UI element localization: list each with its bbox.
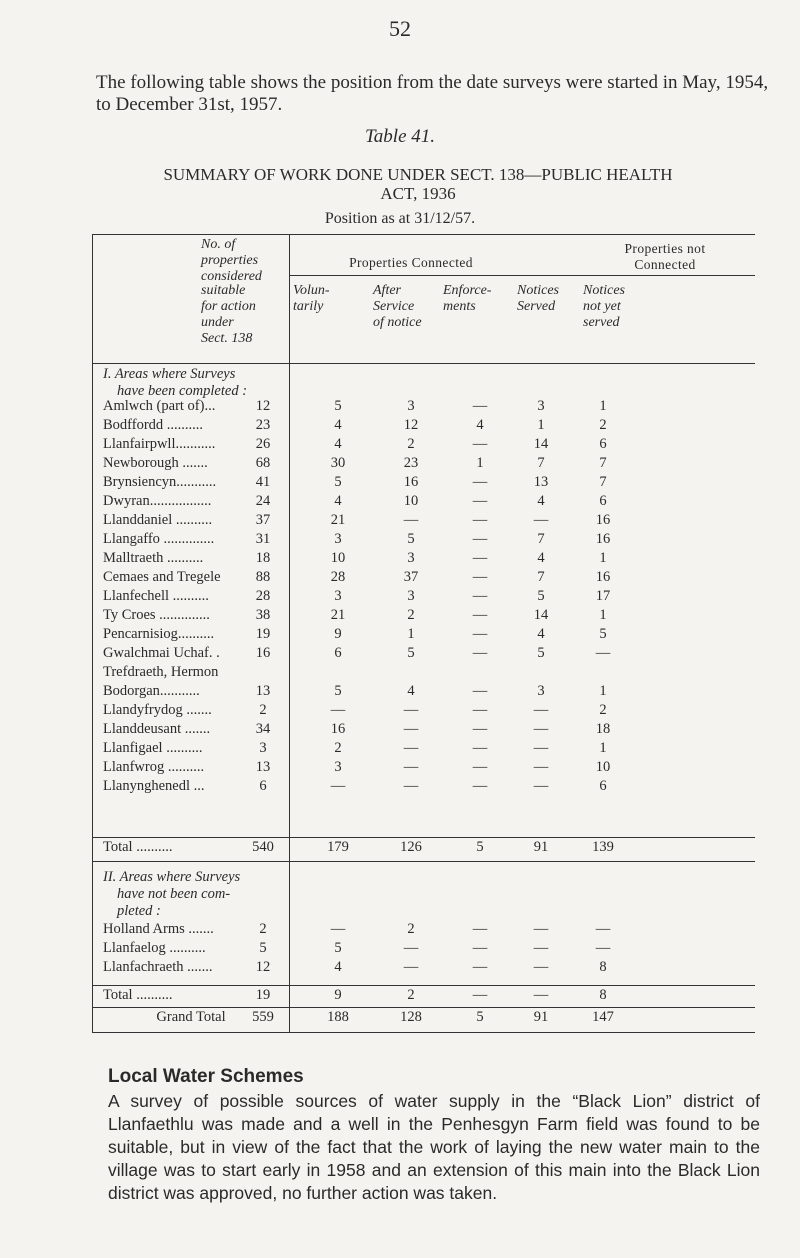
header-text: Enforce- bbox=[443, 283, 492, 298]
section-title: I. Areas where Surveys bbox=[103, 366, 236, 382]
cell-value: 23 bbox=[255, 417, 271, 433]
cell-value: 3 bbox=[407, 550, 415, 566]
row-label: Llanfaelog .......... bbox=[103, 940, 206, 956]
cell-value: 5 bbox=[334, 398, 342, 414]
row-label: Total .......... bbox=[103, 839, 173, 855]
cell-value: — bbox=[472, 721, 488, 737]
cell-value: 3 bbox=[334, 588, 342, 604]
row-label: Llanddaniel .......... bbox=[103, 512, 213, 528]
cell-value: 4 bbox=[407, 683, 415, 699]
row-label: Cemaes and Tregele bbox=[103, 569, 221, 585]
summary-table bbox=[92, 234, 755, 1033]
table-row bbox=[93, 474, 755, 494]
header-text: Properties not bbox=[624, 241, 706, 256]
header-text: tarily bbox=[293, 299, 324, 314]
cell-value: — bbox=[403, 759, 419, 775]
cell-value: 41 bbox=[255, 474, 271, 490]
cell-value: 16 bbox=[595, 569, 611, 585]
row-label: Dwyran................. bbox=[103, 493, 212, 509]
cell-value: 10 bbox=[595, 759, 611, 775]
table-row bbox=[93, 839, 755, 859]
header-text: After bbox=[373, 283, 401, 298]
cell-value: 8 bbox=[599, 987, 607, 1003]
total-rule bbox=[93, 985, 755, 986]
cell-value: 5 bbox=[407, 531, 415, 547]
cell-value: — bbox=[472, 493, 488, 509]
cell-value: 23 bbox=[403, 455, 419, 471]
cell-value: 9 bbox=[334, 987, 342, 1003]
cell-value: 540 bbox=[252, 839, 274, 855]
cell-value: — bbox=[472, 398, 488, 414]
total-rule bbox=[93, 1007, 755, 1008]
header-text: for action bbox=[201, 299, 256, 314]
header-col-notices-not-served bbox=[583, 283, 625, 331]
row-label: Llanfachraeth ....... bbox=[103, 959, 213, 975]
cell-value: 12 bbox=[403, 417, 419, 433]
cell-value: — bbox=[472, 940, 488, 956]
header-text: suitable bbox=[201, 283, 246, 298]
table-row bbox=[93, 569, 755, 589]
summary-line-2: ACT, 1936 bbox=[380, 184, 456, 203]
cell-value: 16 bbox=[595, 531, 611, 547]
cell-value: 147 bbox=[592, 1009, 614, 1025]
table-row bbox=[93, 436, 755, 456]
cell-value: — bbox=[472, 531, 488, 547]
header-col-suitable bbox=[201, 283, 256, 347]
header-text: Sect. 138 bbox=[201, 331, 253, 346]
cell-value: 17 bbox=[595, 588, 611, 604]
table-row bbox=[93, 987, 755, 1007]
row-label: Llanfigael .......... bbox=[103, 740, 203, 756]
row-label: Gwalchmai Uchaf. . bbox=[103, 645, 220, 661]
cell-value: 3 bbox=[334, 759, 342, 775]
cell-value: 18 bbox=[595, 721, 611, 737]
cell-value: 1 bbox=[476, 455, 484, 471]
cell-value: 7 bbox=[599, 474, 607, 490]
row-label: Total .......... bbox=[103, 987, 173, 1003]
cell-value: — bbox=[472, 626, 488, 642]
table-row bbox=[93, 493, 755, 513]
cell-value: 2 bbox=[407, 607, 415, 623]
table-row bbox=[93, 721, 755, 741]
cell-value: — bbox=[533, 940, 549, 956]
cell-value: — bbox=[403, 740, 419, 756]
cell-value: — bbox=[472, 740, 488, 756]
cell-value: 37 bbox=[403, 569, 419, 585]
cell-value: 1 bbox=[599, 398, 607, 414]
table-row bbox=[93, 921, 755, 941]
cell-value: — bbox=[403, 721, 419, 737]
cell-value: 13 bbox=[255, 683, 271, 699]
cell-value: 7 bbox=[537, 455, 545, 471]
cell-value: 5 bbox=[334, 683, 342, 699]
cell-value: 6 bbox=[599, 436, 607, 452]
row-label: Newborough ....... bbox=[103, 455, 208, 471]
cell-value: 12 bbox=[255, 959, 271, 975]
cell-value: — bbox=[472, 550, 488, 566]
cell-value: 2 bbox=[407, 987, 415, 1003]
cell-value: 16 bbox=[330, 721, 346, 737]
cell-value: 4 bbox=[537, 550, 545, 566]
header-text: ments bbox=[443, 299, 476, 314]
row-label: Llangaffo .............. bbox=[103, 531, 215, 547]
row-label: Llanynghenedl ... bbox=[103, 778, 205, 794]
cell-value: 7 bbox=[537, 531, 545, 547]
cell-value: 16 bbox=[595, 512, 611, 528]
cell-value: 5 bbox=[476, 1009, 484, 1025]
cell-value: 91 bbox=[533, 839, 549, 855]
header-text: considered bbox=[201, 269, 262, 284]
cell-value: 16 bbox=[255, 645, 271, 661]
cell-value: 1 bbox=[599, 683, 607, 699]
cell-value: 2 bbox=[407, 436, 415, 452]
cell-value: 14 bbox=[533, 436, 549, 452]
cell-value: — bbox=[472, 436, 488, 452]
cell-value: 13 bbox=[533, 474, 549, 490]
cell-value: 5 bbox=[259, 940, 267, 956]
water-schemes-heading: Local Water Schemes bbox=[108, 1066, 304, 1087]
cell-value: 4 bbox=[476, 417, 484, 433]
cell-value: 10 bbox=[330, 550, 346, 566]
cell-value: — bbox=[472, 588, 488, 604]
cell-value: 10 bbox=[403, 493, 419, 509]
cell-value: — bbox=[533, 987, 549, 1003]
table-row bbox=[93, 626, 755, 646]
cell-value: 179 bbox=[327, 839, 349, 855]
total-rule bbox=[93, 837, 755, 838]
cell-value: 88 bbox=[255, 569, 271, 585]
table-row bbox=[93, 664, 755, 684]
cell-value: 2 bbox=[334, 740, 342, 756]
cell-value: — bbox=[472, 959, 488, 975]
cell-value: — bbox=[533, 778, 549, 794]
header-text: Notices bbox=[517, 283, 559, 298]
table-row bbox=[93, 398, 755, 418]
cell-value: — bbox=[472, 683, 488, 699]
table-row bbox=[93, 1009, 755, 1029]
cell-value: 1 bbox=[599, 740, 607, 756]
row-label: Grand Total bbox=[156, 1009, 226, 1025]
cell-value: 126 bbox=[400, 839, 422, 855]
cell-value: — bbox=[472, 759, 488, 775]
cell-value: 6 bbox=[259, 778, 267, 794]
header-properties-not-connected bbox=[575, 241, 755, 273]
row-label: Llandyfrydog ....... bbox=[103, 702, 212, 718]
cell-value: 34 bbox=[255, 721, 271, 737]
section-title: have not been com- bbox=[117, 886, 231, 902]
table-label: Table 41. bbox=[364, 126, 436, 147]
row-label: Trefdraeth, Hermon bbox=[103, 664, 219, 680]
cell-value: — bbox=[472, 778, 488, 794]
cell-value: — bbox=[330, 921, 346, 937]
cell-value: — bbox=[533, 921, 549, 937]
row-label: Amlwch (part of)... bbox=[103, 398, 216, 414]
cell-value: — bbox=[533, 721, 549, 737]
cell-value: — bbox=[533, 512, 549, 528]
row-label: Llanddeusant ....... bbox=[103, 721, 211, 737]
cell-value: 26 bbox=[255, 436, 271, 452]
cell-value: 2 bbox=[259, 702, 267, 718]
cell-value: 91 bbox=[533, 1009, 549, 1025]
cell-value: 38 bbox=[255, 607, 271, 623]
section-1-heading bbox=[103, 366, 247, 400]
cell-value: 5 bbox=[537, 645, 545, 661]
table-summary-title bbox=[108, 165, 728, 203]
cell-value: 19 bbox=[255, 987, 271, 1003]
row-label: Llanfairpwll........... bbox=[103, 436, 216, 452]
cell-value: 6 bbox=[334, 645, 342, 661]
cell-value: 21 bbox=[330, 607, 346, 623]
cell-value: 14 bbox=[533, 607, 549, 623]
table-row bbox=[93, 645, 755, 665]
header-considered bbox=[201, 237, 262, 285]
cell-value: 2 bbox=[407, 921, 415, 937]
cell-value: 5 bbox=[537, 588, 545, 604]
cell-value: 5 bbox=[407, 645, 415, 661]
table-row bbox=[93, 550, 755, 570]
header-bottom-rule bbox=[93, 363, 755, 364]
cell-value: 5 bbox=[334, 474, 342, 490]
cell-value: — bbox=[472, 607, 488, 623]
cell-value: 4 bbox=[334, 436, 342, 452]
cell-value: 7 bbox=[537, 569, 545, 585]
row-label: Ty Croes .............. bbox=[103, 607, 210, 623]
header-text: properties bbox=[201, 253, 259, 268]
cell-value: 13 bbox=[255, 759, 271, 775]
cell-value: — bbox=[472, 921, 488, 937]
row-label: Bodorgan........... bbox=[103, 683, 200, 699]
header-text: served bbox=[583, 315, 620, 330]
page-number: 52 bbox=[389, 16, 411, 41]
header-col-notices-served bbox=[517, 283, 559, 315]
table-row bbox=[93, 531, 755, 551]
table-row bbox=[93, 683, 755, 703]
cell-value: 5 bbox=[334, 940, 342, 956]
cell-value: 4 bbox=[334, 493, 342, 509]
cell-value: 3 bbox=[407, 588, 415, 604]
cell-value: — bbox=[472, 987, 488, 1003]
table-row bbox=[93, 759, 755, 779]
header-text: Notices bbox=[583, 283, 625, 298]
table-row bbox=[93, 702, 755, 722]
cell-value: — bbox=[533, 759, 549, 775]
cell-value: 31 bbox=[255, 531, 271, 547]
cell-value: — bbox=[403, 702, 419, 718]
header-col-enforcements bbox=[443, 283, 491, 315]
section-title: II. Areas where Surveys bbox=[103, 869, 241, 885]
intro-text: The following table shows the position from the date surveys were started in May, 1954, to December 31st, 1957. bbox=[96, 72, 769, 115]
cell-value: 7 bbox=[599, 455, 607, 471]
cell-value: — bbox=[403, 778, 419, 794]
header-properties-connected: Properties Connected bbox=[349, 255, 473, 270]
section-2-heading bbox=[103, 869, 240, 920]
cell-value: — bbox=[595, 645, 611, 661]
cell-value: — bbox=[403, 940, 419, 956]
section-title: pleted : bbox=[117, 903, 161, 919]
cell-value: 188 bbox=[327, 1009, 349, 1025]
cell-value: 18 bbox=[255, 550, 271, 566]
cell-value: — bbox=[472, 512, 488, 528]
table-row bbox=[93, 588, 755, 608]
header-text: Volun- bbox=[293, 283, 330, 298]
cell-value: — bbox=[533, 740, 549, 756]
cell-value: 4 bbox=[537, 493, 545, 509]
cell-value: 559 bbox=[252, 1009, 274, 1025]
cell-value: 3 bbox=[407, 398, 415, 414]
cell-value: — bbox=[472, 702, 488, 718]
cell-value: 1 bbox=[407, 626, 415, 642]
cell-value: 3 bbox=[259, 740, 267, 756]
header-col-after-service bbox=[373, 283, 422, 331]
cell-value: 9 bbox=[334, 626, 342, 642]
cell-value: — bbox=[472, 569, 488, 585]
cell-value: — bbox=[330, 778, 346, 794]
cell-value: 8 bbox=[599, 959, 607, 975]
header-text: under bbox=[201, 315, 234, 330]
cell-value: 128 bbox=[400, 1009, 422, 1025]
cell-value: 30 bbox=[330, 455, 346, 471]
cell-value: 4 bbox=[334, 417, 342, 433]
row-label: Brynsiencyn........... bbox=[103, 474, 217, 490]
table-row bbox=[93, 512, 755, 532]
section-title: have been completed : bbox=[117, 383, 248, 399]
table-row bbox=[93, 959, 755, 979]
header-text: Served bbox=[517, 299, 556, 314]
cell-value: 2 bbox=[259, 921, 267, 937]
cell-value: 2 bbox=[599, 417, 607, 433]
cell-value: 28 bbox=[330, 569, 346, 585]
cell-value: 2 bbox=[599, 702, 607, 718]
table-row bbox=[93, 940, 755, 960]
cell-value: 1 bbox=[537, 417, 545, 433]
cell-value: — bbox=[595, 940, 611, 956]
cell-value: 3 bbox=[537, 683, 545, 699]
position-date: Position as at 31/12/57. bbox=[324, 210, 476, 227]
cell-value: — bbox=[330, 702, 346, 718]
total-rule bbox=[93, 861, 755, 862]
cell-value: 68 bbox=[255, 455, 271, 471]
cell-value: — bbox=[403, 512, 419, 528]
cell-value: 3 bbox=[537, 398, 545, 414]
cell-value: 21 bbox=[330, 512, 346, 528]
header-col-voluntarily bbox=[293, 283, 330, 315]
row-label: Llanfechell .......... bbox=[103, 588, 209, 604]
water-schemes-text: A survey of possible sources of water supply in the “Black Lion” district of Llanfaethlu was made and a well in the Penhesgyn Farm field was found to be suitable, but in view of the fact that the work of laying the new water main to the village was to start early in 1958 and an extension of this main into the Black Lion district was approved, no further action was taken. bbox=[108, 1091, 760, 1203]
cell-value: 6 bbox=[599, 778, 607, 794]
cell-value: 37 bbox=[255, 512, 271, 528]
cell-value: 19 bbox=[255, 626, 271, 642]
cell-value: — bbox=[472, 645, 488, 661]
cell-value: 6 bbox=[599, 493, 607, 509]
header-text: of notice bbox=[373, 315, 422, 330]
header-text: Connected bbox=[634, 257, 696, 272]
cell-value: 1 bbox=[599, 550, 607, 566]
row-label: Malltraeth .......... bbox=[103, 550, 204, 566]
row-label: Holland Arms ....... bbox=[103, 921, 214, 937]
cell-value: 12 bbox=[255, 398, 271, 414]
cell-value: 1 bbox=[599, 607, 607, 623]
header-rule bbox=[289, 275, 755, 276]
table-row bbox=[93, 417, 755, 437]
table-row bbox=[93, 778, 755, 798]
cell-value: 139 bbox=[592, 839, 614, 855]
table-row bbox=[93, 455, 755, 475]
cell-value: 3 bbox=[334, 531, 342, 547]
table-row bbox=[93, 607, 755, 627]
cell-value: 5 bbox=[599, 626, 607, 642]
cell-value: — bbox=[533, 702, 549, 718]
cell-value: — bbox=[472, 474, 488, 490]
cell-value: 4 bbox=[334, 959, 342, 975]
row-label: Llanfwrog .......... bbox=[103, 759, 205, 775]
row-label: Pencarnisiog.......... bbox=[103, 626, 215, 642]
cell-value: 5 bbox=[476, 839, 484, 855]
cell-value: — bbox=[403, 959, 419, 975]
cell-value: 28 bbox=[255, 588, 271, 604]
row-label: Bodffordd .......... bbox=[103, 417, 204, 433]
header-text: not yet bbox=[583, 299, 621, 314]
cell-value: — bbox=[533, 959, 549, 975]
header-text: No. of bbox=[201, 237, 236, 252]
summary-line-1: SUMMARY OF WORK DONE UNDER SECT. 138—PUBLIC HEALTH bbox=[163, 165, 673, 184]
table-row bbox=[93, 740, 755, 760]
cell-value: 4 bbox=[537, 626, 545, 642]
cell-value: 24 bbox=[255, 493, 271, 509]
cell-value: 16 bbox=[403, 474, 419, 490]
cell-value: — bbox=[595, 921, 611, 937]
header-text: Service bbox=[373, 299, 415, 314]
